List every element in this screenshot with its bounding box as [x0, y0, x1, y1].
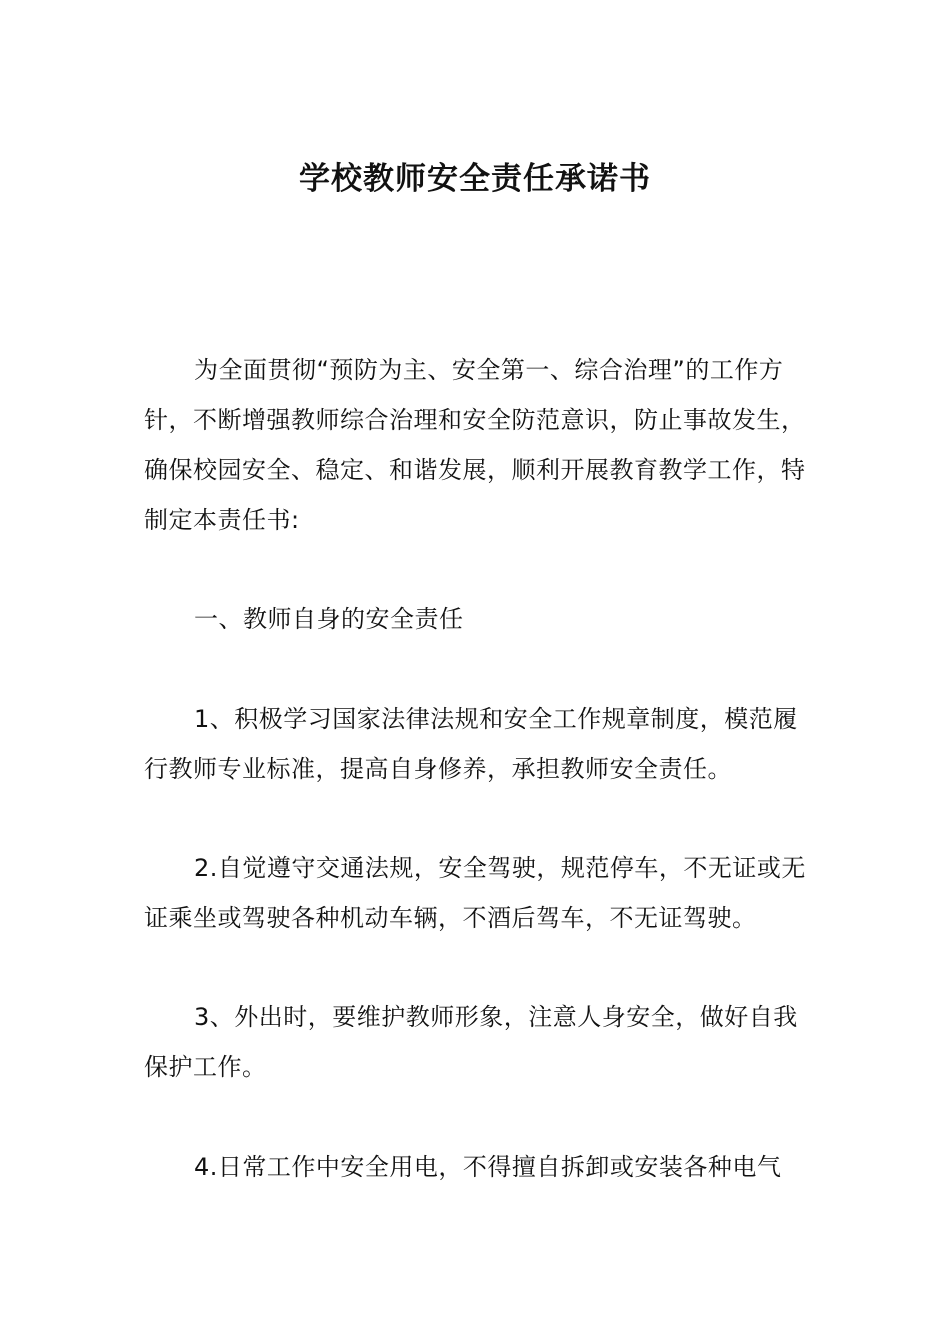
section-heading: 一、教师自身的安全责任	[194, 605, 464, 633]
list-item: 4.日常工作中安全用电，不得擅自拆卸或安装各种电气	[194, 1153, 782, 1181]
intro-paragraph: 为全面贯彻“预防为主、安全第一、综合治理”的工作方针，不断增强教师综合治理和安全防范意识，防止事故发生，确保校园安全、稳定、和谐发展，顺利开展教育教学工作，特制定本责任书:	[144, 356, 806, 534]
document-title: 学校教师安全责任承诺书	[299, 161, 651, 197]
list-item: 1、积极学习国家法律法规和安全工作规章制度，模范履行教师专业标准，提高自身修养，承担教师安全责任。	[144, 705, 798, 783]
list-item: 3、外出时，要维护教师形象，注意人身安全，做好自我保护工作。	[144, 1003, 798, 1081]
list-item: 2.自觉遵守交通法规，安全驾驶，规范停车，不无证或无证乘坐或驾驶各种机动车辆，不酒后驾车，不无证驾驶。	[144, 854, 806, 932]
